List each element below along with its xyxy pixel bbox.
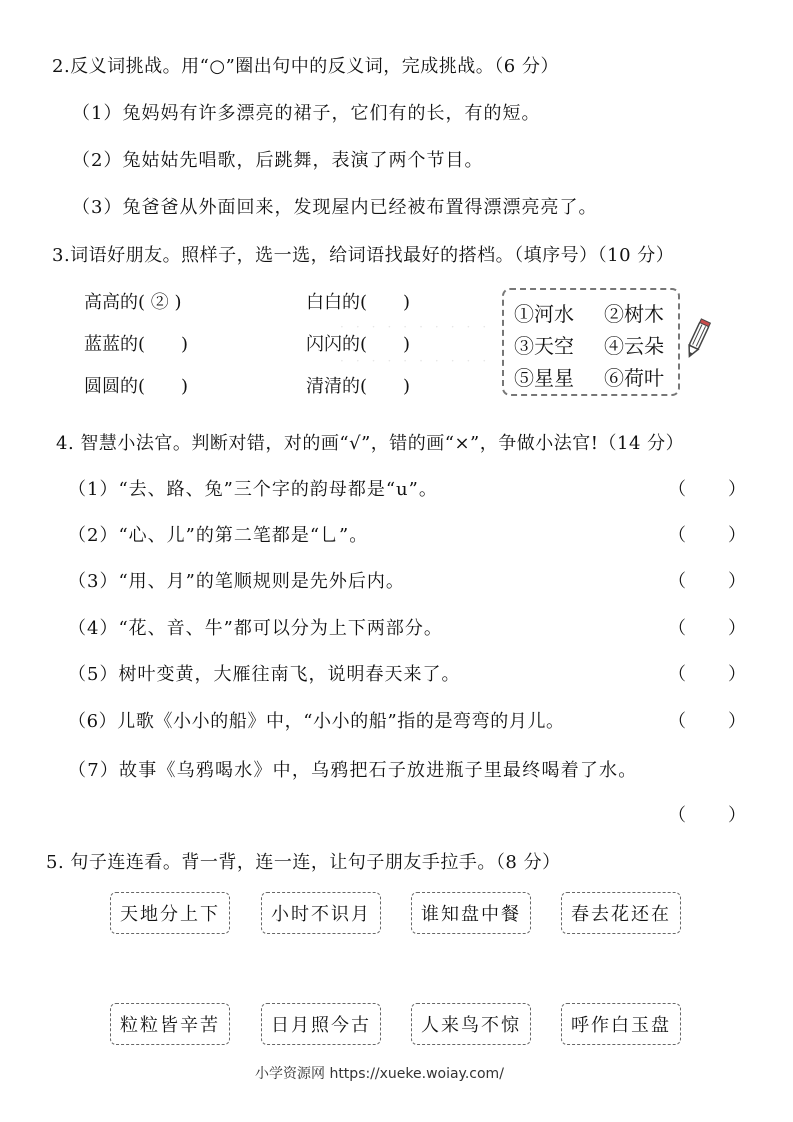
option-2: ②树木 — [604, 302, 664, 326]
q4-title: 4. 智慧小法官。判断对错，对的画“√”，错的画“×”，争做小法官!（14 分） — [56, 433, 685, 454]
q3-blank-6[interactable]: 清清的( ) — [306, 376, 411, 397]
top-card-2[interactable]: 小时不识月 — [261, 892, 381, 934]
q4-answer-3[interactable]: （ ） — [668, 571, 748, 592]
q3-blank-5[interactable]: 圆圆的( ) — [84, 376, 189, 397]
q3-title: 3.词语好朋友。照样子，选一选，给词语找最好的搭档。（填序号）（10 分） — [52, 245, 675, 266]
q3-blank-4[interactable]: 闪闪的( ) — [306, 334, 411, 355]
q4-item-3: （3）“用、月”的笔顺规则是先外后内。 — [68, 571, 405, 592]
q4-item-1: （1）“去、路、兔”三个字的韵母都是“u”。 — [68, 479, 438, 500]
q4-answer-4[interactable]: （ ） — [668, 618, 748, 639]
bottom-card-2[interactable]: 日月照今古 — [261, 1003, 381, 1045]
q4-item-5: （5）树叶变黄，大雁往南飞，说明春天来了。 — [68, 664, 461, 685]
top-card-4[interactable]: 春去花还在 — [561, 892, 681, 934]
footer-url: 小学资源网 https://xueke.woiay.com/ — [255, 1066, 504, 1082]
bottom-card-4[interactable]: 呼作白玉盘 — [561, 1003, 681, 1045]
q2-title: 2.反义词挑战。用“○”圈出句中的反义词，完成挑战。（6 分） — [52, 56, 559, 77]
q4-item-6: （6）儿歌《小小的船》中，“小小的船”指的是弯弯的月儿。 — [68, 711, 565, 732]
q4-answer-7[interactable]: （ ） — [668, 805, 748, 826]
q4-item-7: （7）故事《乌鸦喝水》中，乌鸦把石子放进瓶子里最终喝着了水。 — [68, 760, 638, 781]
q4-item-2: （2）“心、儿”的第二笔都是“乚”。 — [68, 525, 369, 546]
q2-item-1: （1）兔妈妈有许多漂亮的裙子，它们有的长，有的短。 — [72, 103, 541, 124]
q4-answer-6[interactable]: （ ） — [668, 711, 748, 732]
top-card-3[interactable]: 谁知盘中餐 — [411, 892, 531, 934]
bottom-card-1[interactable]: 粒粒皆辛苦 — [110, 1003, 230, 1045]
q3-blank-3[interactable]: 蓝蓝的( ) — [84, 334, 189, 355]
option-3: ③天空 — [514, 334, 574, 358]
option-6: ⑥荷叶 — [604, 366, 664, 390]
q3-blank-2[interactable]: 白白的( ) — [306, 292, 411, 313]
option-4: ④云朵 — [604, 334, 664, 358]
q4-item-4: （4）“花、音、牛”都可以分为上下两部分。 — [68, 618, 443, 639]
q3-options-box — [502, 288, 680, 396]
option-1: ①河水 — [514, 302, 574, 326]
pencil-icon — [682, 318, 712, 362]
q4-answer-2[interactable]: （ ） — [668, 525, 748, 546]
q3-blank-1[interactable]: 高高的( ② ) — [84, 292, 182, 313]
bottom-card-3[interactable]: 人来鸟不惊 — [411, 1003, 531, 1045]
q4-answer-1[interactable]: （ ） — [668, 479, 748, 500]
q4-answer-5[interactable]: （ ） — [668, 664, 748, 685]
q2-item-2: （2）兔姑姑先唱歌，后跳舞，表演了两个节目。 — [72, 150, 484, 171]
top-card-1[interactable]: 天地分上下 — [110, 892, 230, 934]
q5-title: 5. 句子连连看。背一背，连一连，让句子朋友手拉手。（8 分） — [46, 852, 561, 873]
option-5: ⑤星星 — [514, 366, 574, 390]
q2-item-3: （3）兔爸爸从外面回来，发现屋内已经被布置得漂漂亮亮了。 — [72, 197, 598, 218]
